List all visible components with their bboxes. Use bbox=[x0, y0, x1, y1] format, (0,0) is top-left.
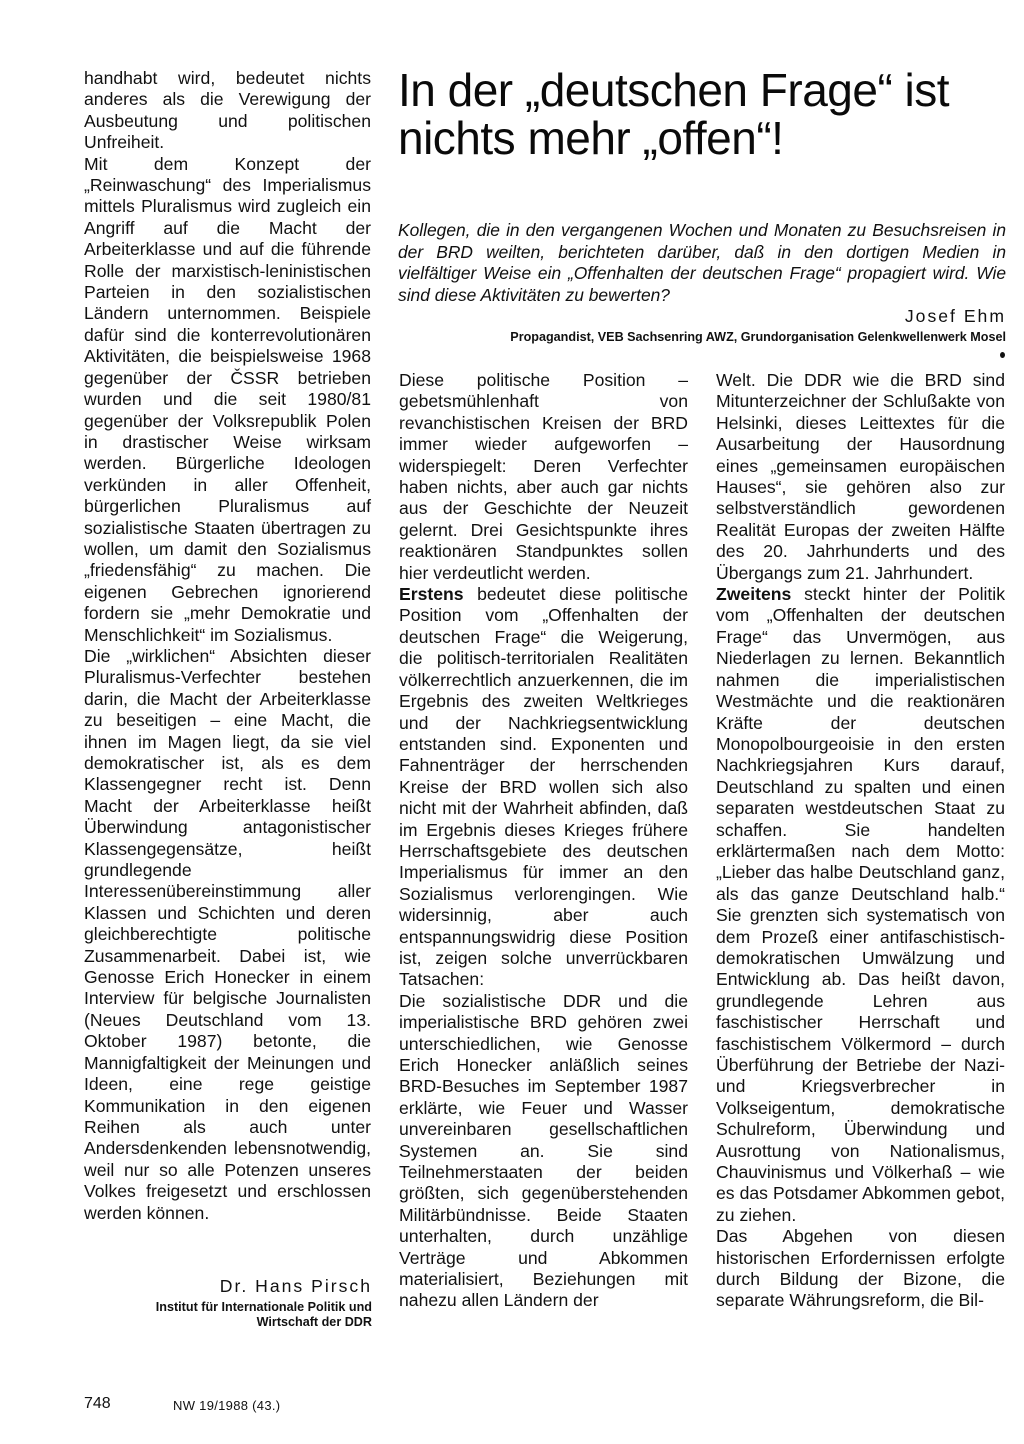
article-paragraph: Welt. Die DDR wie die BRD sind Mitunterzeichner der Schlußakte von Helsinki, dieses Leittextes für die Ausarbeitung der Hausordnung eines „gemeinsamen europäischen Hauses“, sie gehören also zur selbstverständlich gewordenen Realität Europas der zweiten Hälfte des 20. Jahrhunderts und des Übergangs zum 21. Jahrhundert. bbox=[716, 370, 1005, 583]
article-paragraph: Die sozialistische DDR und die imperialistische BRD gehören zwei unterschiedlichen, wie Genosse Erich Honecker anläßlich seines BRD-Besuches im September 1987 erklärte, wie Feuer und Wasser unvereinbaren gesellschaftlichen Systemen an. Sie sind Teilnehmerstaaten der beiden größten, sich gegenüberstehenden Militärbündnisse. Beide Staaten unterhalten, durch unzählige Verträge und Abkommen materialisiert, Beziehungen mit nahezu allen Ländern der bbox=[399, 990, 688, 1311]
affiliation-line: Wirtschaft der DDR bbox=[256, 1315, 372, 1329]
article-author: Josef Ehm bbox=[904, 306, 1006, 326]
affiliation-line: Institut für Internationale Politik und bbox=[155, 1300, 372, 1314]
article-column-middle bbox=[399, 370, 688, 1312]
article-paragraph: Diese politische Position – gebetsmühlenhaft von revanchistischen Kreisen der BRD immer wieder aufgeworfen – widerspiegelt: Deren Verfechter haben nichts, aber auch gar nichts aus der Geschichte der Neuzeit gelernt. Drei Gesichtspunkte ihres reaktionären Standpunktes sollen hier verdeutlicht werden. bbox=[399, 370, 688, 583]
previous-article-affiliation bbox=[72, 1300, 372, 1330]
article-paragraph: Das Abgehen von diesen historischen Erfordernissen erfolgte durch Bildung der Bizone, die separate Währungsreform, die Bil- bbox=[716, 1226, 1005, 1311]
paragraph-text: steckt hinter der Politik vom „Offenhalten der deutschen Frage“ das Unvermögen, aus Niederlagen zu lernen. Bekanntlich nahmen die imperialistischen Westmächte und die reaktionären Kräfte der deutschen Monopolbourgeoisie in den ersten Nachkriegsjahren Kurs darauf, Deutschland zu spalten und einen separaten westdeutschen Staat zu schaffen. Sie handelten erklärtermaßen nach dem Motto: „Lieber das halbe Deutschland ganz, als das ganze Deutschland halb.“ Sie grenzten sich systematisch von dem Prozeß einer antifaschistisch-demokratischen Umwälzung und Entwicklung ab. Das heißt davon, grundlegende Lehren aus faschistischer Herrschaft und faschistischem Völkermord – durch Überführung der Betriebe der Nazi- und Kriegsverbrecher in Volkseigentum, demokratische Schulreform, Überwindung und Ausrottung von Nationalismus, Chauvinismus und Völkerhaß – wie es das Potsdamer Abkommen gebot, zu ziehen. bbox=[716, 584, 1005, 1225]
page-number: 748 bbox=[84, 1395, 111, 1412]
article-column-right bbox=[716, 370, 1005, 1312]
previous-article-paragraph: Die „wirklichen“ Absichten dieser Pluralismus-Verfechter bestehen darin, die Macht der Arbeiterklasse zu beseitigen – eine Macht, die ihnen im Magen liegt, da sie viel demokratischer ist, als es dem Klassengegner recht ist. Denn Macht der Arbeiterklasse heißt Überwindung antagonistischer Klassengegensätze, heißt grundlegende Interessenübereinstimmung aller Klassen und Schichten und deren gleichberechtigte politische Zusammenarbeit. Dabei ist, wie Genosse Erich Honecker in einem Interview für belgische Journalisten (Neues Deutschland vom 13. Oktober 1987) betonte, die Mannigfaltigkeit der Meinungen und Ideen, eine rege geistige Kommunikation in den eigenen Reihen als auch unter Andersdenkenden lebensnotwendig, weil nur so alle Potenzen unseres Volkes freigesetzt und erschlossen werden können. bbox=[84, 645, 371, 1223]
previous-article-column bbox=[84, 68, 371, 1224]
previous-article-paragraph: handhabt wird, bedeutet nichts anderes als die Verewigung der Ausbeutung und politischen Unfreiheit. bbox=[84, 68, 371, 153]
article-author-affiliation: Propagandist, VEB Sachsenring AWZ, Grundorganisation Gelenkwellenwerk Mosel bbox=[510, 330, 1006, 344]
article-intro-question: Kollegen, die in den vergangenen Wochen und Monaten zu Besuchsreisen in der BRD weilten, berichteten darüber, daß in den dortigen Medien in vielfältiger Weise ein „Offenhalten der deutschen Frage“ propagiert wird. Wie sind diese Aktivitäten zu bewerten? bbox=[398, 220, 1006, 305]
bullet-mark bbox=[1000, 352, 1005, 358]
issue-reference: NW 19/1988 (43.) bbox=[173, 1398, 281, 1413]
previous-article-paragraph: Mit dem Konzept der „Reinwaschung“ des Imperialismus mittels Pluralismus wird zugleich ein Angriff auf die Macht der Arbeiterklasse und auf die führende Rolle der marxistisch-leninistischen Parteien in den sozialistischen Ländern unternommen. Beispiele dafür sind die konterrevolutionären Aktivitäten, die beispielsweise 1968 gegenüber der ČSSR betrieben wurden und die seit 1980/81 gegenüber der Volksrepublik Polen in drastischer Weise wirksam werden. Bürgerliche Ideologen verkünden in aller Offenheit, bürgerlichen Pluralismus auf sozialistische Staaten übertragen zu wollen, um damit den Sozialismus „friedensfähig“ zu machen. Die eigenen Gebrechen ignorierend fordern sie „mehr Demokratie und Menschlichkeit“ im Sozialismus. bbox=[84, 153, 371, 645]
article-paragraph bbox=[399, 584, 688, 991]
paragraph-lead-word: Erstens bbox=[399, 584, 464, 605]
article-headline: In der „deutschen Frage“ ist nichts mehr „offen“! bbox=[398, 64, 950, 164]
paragraph-lead-word: Zweitens bbox=[716, 584, 792, 605]
paragraph-text: bedeutet diese politische Position vom „Offenhalten der deutschen Frage“ die Weigerung, die politisch-territorialen Realitäten völkerrechtlich anzuerkennen, die im Ergebnis des zweiten Weltkrieges und der Nachkriegsentwicklung entstanden sind. Exponenten und Fahnenträger der herrschenden Kreise der BRD wollen sich also nicht mit der Wahrheit abfinden, daß im Ergebnis dieses Krieges frühere Herrschaftsgebiete des deutschen Imperialismus für immer an den Sozialismus verlorengingen. Wie widersinnig, aber auch entspannungswidrig diese Position ist, zeigen solche unverrückbaren Tatsachen: bbox=[399, 584, 688, 990]
previous-article-author: Dr. Hans Pirsch bbox=[219, 1276, 372, 1296]
article-paragraph bbox=[716, 584, 1005, 1226]
